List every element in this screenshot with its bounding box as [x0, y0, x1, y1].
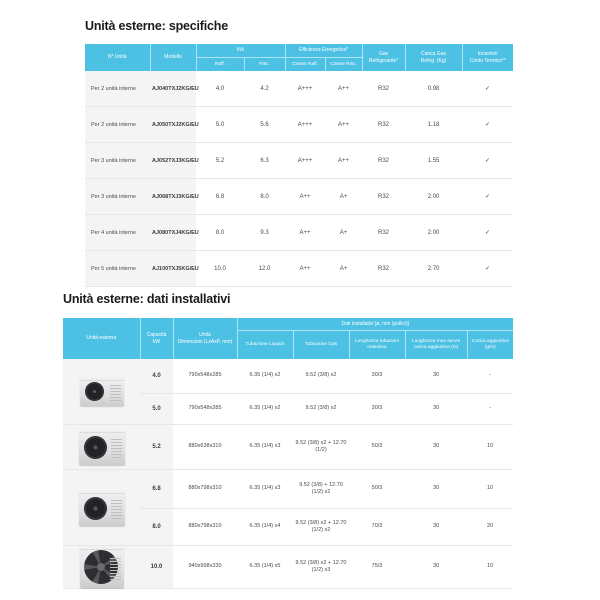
spec-row: [85, 71, 513, 107]
spec-cell-raff: 10.0: [196, 251, 244, 287]
spec-cell-gas: R32: [362, 107, 405, 143]
spec-cell-unita: Per 3 unità interne: [85, 179, 150, 215]
unita-label-line1: Unità: [199, 332, 211, 338]
install-cell-liquido: 6.35 (1/4) x2: [237, 359, 293, 394]
spec-cell-modello: AJ068TXJ3KG/EU: [150, 179, 196, 215]
install-cell-dimensioni: 880x638x310: [173, 425, 237, 470]
specs-section-title: Unità esterne: specifiche: [85, 19, 228, 33]
group-header-dati-installativi: Dati installativi [ø, mm (pollici)]: [237, 318, 513, 331]
install-cell-liquido: 6.35 (1/4) x3: [237, 470, 293, 509]
spec-cell-risc: 5.6: [244, 107, 285, 143]
unit-slats: [111, 500, 122, 520]
spec-cell-classe-risc: A+: [325, 215, 362, 251]
spec-cell-carica: 0.98: [405, 71, 462, 107]
install-cell-gas: 9.52 (3/8) x2 + 12.70 (1/2) x2: [293, 509, 349, 546]
spec-cell-incentivo: ✓: [462, 143, 513, 179]
install-cell-aggiuntiva: -: [467, 394, 513, 425]
install-cell-liquido: 6.35 (1/4) x4: [237, 509, 293, 546]
spec-row: [85, 215, 513, 251]
subcol-header-tubazione-gas: Tubazione Gas: [293, 331, 349, 360]
spec-cell-modello: AJ050TXJ2KG/EU: [150, 107, 196, 143]
spec-cell-raff: 8.0: [196, 215, 244, 251]
install-cell-gas: 9.52 (3/8) x2 + 12.70 (1/2) x3: [293, 546, 349, 589]
spec-row: [85, 143, 513, 179]
col-header-efficienza: Efficienza Energetica*: [285, 44, 362, 58]
install-cell-capacita: 5.0: [140, 394, 173, 425]
install-cell-aggiuntiva: 10: [467, 546, 513, 589]
install-table-body: [63, 359, 513, 589]
install-cell-gas: 9.52 (3/8) x2: [293, 394, 349, 425]
install-cell-capacita: 10.0: [140, 546, 173, 589]
install-cell-senza-carica: 30: [405, 359, 467, 394]
install-cell-senza-carica: 30: [405, 470, 467, 509]
subcol-header-classe-raff: Classe Raff.: [285, 58, 325, 72]
subcol-header-carica-aggiuntiva: Carica aggiuntiva (g/m): [467, 331, 513, 360]
install-cell-senza-carica: 30: [405, 546, 467, 589]
gas-label-line1: Gas: [378, 51, 389, 57]
capacita-label-line1: Capacità: [146, 332, 167, 338]
spec-cell-classe-risc: A+: [325, 179, 362, 215]
install-row: [63, 425, 513, 470]
unita-label-line2: Dimensioni (LxAxP, mm): [177, 338, 233, 345]
spec-cell-gas: R32: [362, 143, 405, 179]
install-table-header: [63, 318, 513, 359]
spec-cell-classe-raff: A++: [285, 215, 325, 251]
install-cell-dimensioni: 940x998x330: [173, 546, 237, 589]
spec-cell-carica: 2.00: [405, 215, 462, 251]
col-header-kw: kW: [196, 44, 285, 58]
subcol-header-lunghezza-massima: Lunghezza tubazioni massima: [349, 331, 405, 360]
capacita-label-line2: kW: [152, 338, 161, 345]
col-header-incentivo: [462, 44, 513, 71]
carica-label-line1: Carica Gas: [421, 51, 447, 57]
install-cell-capacita: 4.0: [140, 359, 173, 394]
install-cell-capacita: 6.8: [140, 470, 173, 509]
install-cell-liquido: 6.35 (1/4) x5: [237, 546, 293, 589]
spec-cell-unita: Per 2 unità interne: [85, 107, 150, 143]
spec-cell-incentivo: ✓: [462, 179, 513, 215]
spec-cell-classe-raff: A++: [285, 179, 325, 215]
subcol-header-tubazione-liquido: Tubazione Liquido: [237, 331, 293, 360]
install-cell-lunghezza: 70/3: [349, 509, 405, 546]
install-cell-gas: 9.52 (3/8) + 12.70 (1/2) x2: [293, 470, 349, 509]
col-header-modello: Modello: [150, 44, 196, 71]
outdoor-unit-photo: [79, 429, 125, 465]
specs-table: [85, 44, 513, 287]
spec-cell-incentivo: ✓: [462, 215, 513, 251]
spec-cell-incentivo: ✓: [462, 71, 513, 107]
col-header-carica: [405, 44, 462, 71]
unit-slats: [110, 558, 121, 581]
col-header-n-unita: N° Unità: [85, 44, 150, 71]
install-cell-aggiuntiva: 10: [467, 425, 513, 470]
outdoor-unit-photo: [80, 377, 124, 406]
incentivo-label-line1: Incentivi/: [477, 51, 498, 57]
spec-cell-carica: 1.18: [405, 107, 462, 143]
install-cell-dimensioni: 790x548x285: [173, 394, 237, 425]
outdoor-unit-photo: [79, 490, 125, 526]
install-cell-senza-carica: 30: [405, 394, 467, 425]
col-header-gas: [362, 44, 405, 71]
install-cell-aggiuntiva: -: [467, 359, 513, 394]
install-cell-lunghezza: 75/3: [349, 546, 405, 589]
install-cell-gas: 9.52 (3/8) x2: [293, 359, 349, 394]
unit-slats: [111, 439, 122, 459]
spec-row: [85, 107, 513, 143]
unit-slats: [110, 385, 121, 401]
install-cell-capacita: 5.2: [140, 425, 173, 470]
subcol-header-senza-carica: Lunghezza max senza carica aggiuntiva (m): [405, 331, 467, 360]
spec-cell-raff: 6.8: [196, 179, 244, 215]
spec-cell-classe-risc: A+: [325, 251, 362, 287]
fan-grille-icon: [84, 436, 107, 459]
spec-cell-classe-raff: A++: [285, 251, 325, 287]
spec-cell-risc: 6.3: [244, 143, 285, 179]
spec-cell-gas: R32: [362, 179, 405, 215]
install-cell-lunghezza: 30/3: [349, 394, 405, 425]
subcol-header-raff: Raff.: [196, 58, 244, 72]
incentivo-label-line2: Conto Termico**: [469, 57, 506, 64]
spec-cell-classe-raff: A+++: [285, 107, 325, 143]
install-section-title: Unità esterne: dati installativi: [63, 292, 231, 306]
outdoor-unit-photo: [80, 546, 124, 588]
install-cell-photo: [63, 359, 140, 425]
install-cell-dimensioni: 790x548x285: [173, 359, 237, 394]
spec-cell-risc: 9.3: [244, 215, 285, 251]
spec-cell-risc: 12.0: [244, 251, 285, 287]
install-cell-photo: [63, 546, 140, 589]
spec-cell-carica: 2.70: [405, 251, 462, 287]
spec-row: [85, 251, 513, 287]
specs-table-header: [85, 44, 513, 71]
install-cell-lunghezza: 30/3: [349, 359, 405, 394]
spec-cell-classe-risc: A++: [325, 107, 362, 143]
fan-grille-icon: [84, 497, 107, 520]
install-cell-photo: [63, 425, 140, 470]
install-cell-lunghezza: 50/3: [349, 425, 405, 470]
install-cell-photo: [63, 470, 140, 546]
spec-cell-carica: 1.55: [405, 143, 462, 179]
col-header-unita-dimensioni: [173, 318, 237, 359]
spec-cell-unita: Per 5 unità interne: [85, 251, 150, 287]
spec-cell-risc: 8.0: [244, 179, 285, 215]
subcol-header-risc: Risc.: [244, 58, 285, 72]
install-row: [63, 359, 513, 394]
spec-cell-raff: 5.2: [196, 143, 244, 179]
fan-grille-icon: [85, 382, 104, 401]
spec-cell-modello: AJ080TXJ4KG/EU: [150, 215, 196, 251]
spec-cell-gas: R32: [362, 251, 405, 287]
col-header-capacita: [140, 318, 173, 359]
install-cell-dimensioni: 880x798x310: [173, 509, 237, 546]
spec-cell-classe-raff: A+++: [285, 71, 325, 107]
spec-cell-gas: R32: [362, 71, 405, 107]
install-cell-liquido: 6.35 (1/4) x2: [237, 394, 293, 425]
spec-cell-raff: 5.0: [196, 107, 244, 143]
spec-cell-gas: R32: [362, 215, 405, 251]
install-row: [63, 546, 513, 589]
spec-cell-raff: 4.0: [196, 71, 244, 107]
spec-cell-modello: AJ040TXJ2KG/EU: [150, 71, 196, 107]
install-cell-capacita: 8.0: [140, 509, 173, 546]
spec-cell-carica: 2.00: [405, 179, 462, 215]
spec-cell-unita: Per 2 unità interne: [85, 71, 150, 107]
spec-row: [85, 179, 513, 215]
spec-cell-unita: Per 4 unità interne: [85, 215, 150, 251]
install-cell-gas: 9.52 (3/8) x2 + 12.70 (1/2): [293, 425, 349, 470]
install-cell-dimensioni: 880x798x310: [173, 470, 237, 509]
install-cell-senza-carica: 30: [405, 425, 467, 470]
spec-cell-unita: Per 3 unità interne: [85, 143, 150, 179]
gas-label-line2: Refrigerante*: [368, 57, 399, 64]
spec-cell-classe-risc: A++: [325, 71, 362, 107]
install-cell-liquido: 6.35 (1/4) x3: [237, 425, 293, 470]
install-cell-senza-carica: 30: [405, 509, 467, 546]
spec-cell-modello: AJ100TXJ5KG/EU: [150, 251, 196, 287]
col-header-unita-esterna: Unità esterna: [63, 318, 140, 359]
install-table: [63, 318, 513, 589]
spec-cell-risc: 4.2: [244, 71, 285, 107]
install-cell-aggiuntiva: 20: [467, 509, 513, 546]
install-cell-aggiuntiva: 10: [467, 470, 513, 509]
spec-cell-incentivo: ✓: [462, 251, 513, 287]
carica-label-line2: Refrig. (Kg): [420, 57, 447, 64]
spec-cell-modello: AJ052TXJ3KG/EU: [150, 143, 196, 179]
install-row: [63, 470, 513, 509]
spec-cell-classe-risc: A++: [325, 143, 362, 179]
specs-table-body: [85, 71, 513, 287]
spec-cell-classe-raff: A+++: [285, 143, 325, 179]
subcol-header-classe-risc: Classe Risc.: [325, 58, 362, 72]
spec-cell-incentivo: ✓: [462, 107, 513, 143]
install-cell-lunghezza: 50/3: [349, 470, 405, 509]
